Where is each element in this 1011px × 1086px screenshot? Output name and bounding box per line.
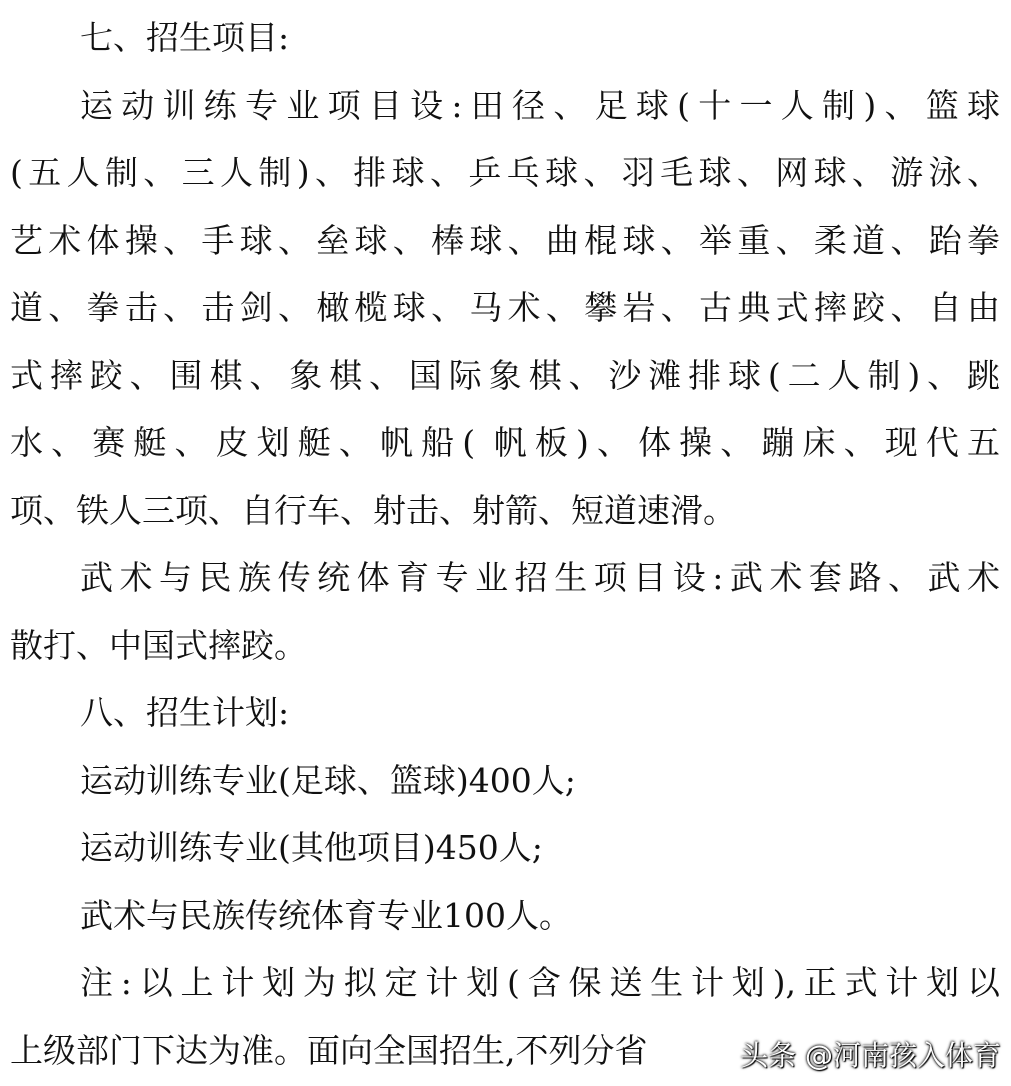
watermark-text: 头条 @河南孩入体育 (740, 1039, 1001, 1072)
document-body (10, 4, 1000, 1084)
text-line: 运动训练专业(其他项目)450人; (80, 828, 543, 867)
text-line: 武术与民族传统体育专业100人。 (80, 895, 572, 935)
text-line: 上级部门下达为准。面向全国招生,不列分省 (10, 1030, 648, 1070)
watermark-logo-icon (708, 1041, 734, 1067)
watermark (708, 1034, 1001, 1074)
text-line: 八、招生计划: (80, 693, 290, 732)
text-line: 项、铁人三项、自行车、射击、射箭、短道速滑。 (10, 490, 736, 530)
text-line: (五人制、三人制)、排球、乒乓球、羽毛球、网球、游泳、 (10, 153, 1000, 192)
text-line: 艺术体操、手球、垒球、棒球、曲棍球、举重、柔道、跆拳 (10, 220, 1000, 260)
text-line: 散打、中国式摔跤。 (10, 625, 307, 665)
text-line: 运动训练专业(足球、篮球)400人; (80, 760, 576, 800)
text-line: 注:以上计划为拟定计划(含保送生计划),正式计划以 (80, 963, 1000, 1002)
text-line: 水、赛艇、皮划艇、帆船( 帆板)、体操、蹦床、现代五 (10, 423, 1000, 462)
text-line: 武术与民族传统体育专业招生项目设:武术套路、武术 (80, 558, 1000, 597)
text-line: 式摔跤、围棋、象棋、国际象棋、沙滩排球(二人制)、跳 (10, 355, 1000, 395)
text-line: 七、招生项目: (80, 18, 290, 57)
text-line: 道、拳击、击剑、橄榄球、马术、攀岩、古典式摔跤、自由 (10, 288, 1000, 327)
text-line: 运动训练专业项目设:田径、足球(十一人制)、篮球 (80, 85, 1000, 125)
